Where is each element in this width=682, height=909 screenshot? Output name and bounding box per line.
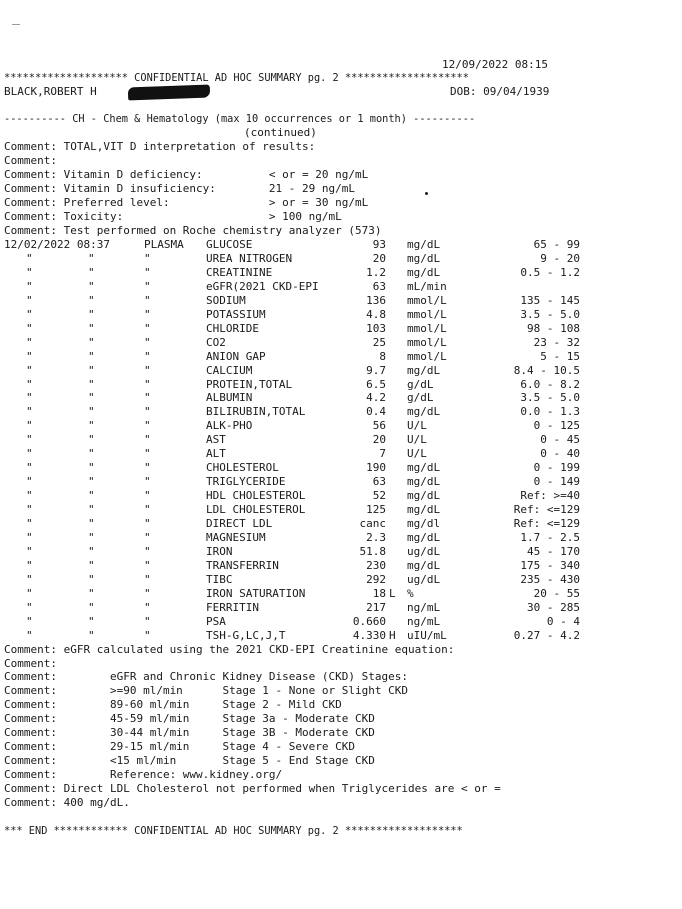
ditto-mark: " — [144, 544, 151, 558]
result-row — [4, 461, 604, 475]
ditto-mark: " — [88, 475, 95, 489]
test-name: eGFR(2021 CKD-EPI — [206, 279, 319, 293]
test-value: 230 — [366, 558, 386, 572]
report-datetime: 12/09/2022 08:15 — [442, 58, 548, 71]
test-unit: mg/dL — [407, 461, 441, 475]
test-value: 4.2 — [366, 391, 386, 405]
ditto-mark: " — [88, 335, 95, 349]
test-value: 103 — [366, 321, 386, 335]
ditto-mark: " — [144, 586, 151, 600]
result-row — [4, 252, 604, 266]
test-name: AST — [206, 433, 226, 447]
test-name: LDL CHOLESTEROL — [206, 503, 306, 517]
test-value: 292 — [366, 572, 386, 586]
reference-range: Ref: >=40 — [520, 489, 580, 503]
ditto-mark: " — [88, 503, 95, 517]
reference-range: 0 - 199 — [533, 461, 580, 475]
ditto-mark: " — [26, 544, 33, 558]
ditto-mark: " — [26, 503, 33, 517]
ditto-mark: " — [26, 489, 33, 503]
comment-line: Comment: Test performed on Roche chemistry analyzer (573) — [4, 223, 382, 237]
comment-line: Comment: Toxicity: > 100 ng/mL — [4, 209, 342, 223]
test-name: TRANSFERRIN — [206, 558, 279, 572]
reference-range: Ref: <=129 — [513, 503, 580, 517]
test-value: 2.3 — [366, 530, 386, 544]
test-name: PSA — [206, 614, 226, 628]
result-row — [4, 531, 604, 545]
test-unit: ng/mL — [407, 600, 441, 614]
test-value: 51.8 — [359, 544, 386, 558]
ditto-mark: " — [26, 251, 33, 265]
test-unit: mmol/L — [407, 349, 447, 363]
reference-range: 0.5 - 1.2 — [520, 265, 580, 279]
ditto-mark: " — [144, 614, 151, 628]
result-row — [4, 350, 604, 364]
ditto-mark: " — [88, 307, 95, 321]
test-value: 190 — [366, 461, 386, 475]
comment-line: Comment: 29-15 ml/min Stage 4 - Severe CKD — [4, 740, 355, 754]
ditto-mark: " — [144, 628, 151, 642]
ditto-mark: " — [26, 321, 33, 335]
test-value: 56 — [372, 419, 386, 433]
ditto-mark: " — [88, 517, 95, 530]
ditto-mark: " — [88, 377, 95, 391]
ditto-mark: " — [26, 363, 33, 377]
test-unit: mg/dL — [407, 530, 441, 544]
test-name: CREATININE — [206, 265, 273, 279]
ditto-mark: " — [144, 349, 151, 363]
comment-line: Comment: Preferred level: > or = 30 ng/mL — [4, 195, 369, 209]
ditto-mark: " — [88, 558, 95, 572]
ditto-mark: " — [88, 279, 95, 293]
test-unit: mg/dL — [407, 475, 441, 489]
ditto-mark: " — [88, 419, 95, 433]
abnormal-flag: H — [389, 628, 396, 642]
comment-line: Comment: >=90 ml/min Stage 1 - None or Slight CKD — [4, 684, 408, 698]
test-name: TSH-G,LC,J,T — [206, 628, 286, 642]
ditto-mark: " — [26, 572, 33, 586]
comment-line: Comment: TOTAL,VIT D interpretation of results: — [4, 140, 316, 153]
test-value: 136 — [366, 293, 386, 307]
comment-line: Comment: 45-59 ml/min Stage 3a - Moderate CKD — [4, 712, 375, 726]
comment-line: Comment: Vitamin D insuficiency: 21 - 29 ng/mL — [4, 181, 355, 195]
test-unit: U/L — [407, 433, 427, 447]
ditto-mark: " — [88, 544, 95, 558]
reference-range: 235 - 430 — [520, 572, 580, 586]
result-row — [4, 433, 604, 447]
test-unit: U/L — [407, 419, 427, 433]
comment-line: Comment: 89-60 ml/min Stage 2 - Mild CKD — [4, 698, 342, 712]
ditto-mark: " — [88, 614, 95, 628]
ditto-mark: " — [88, 293, 95, 307]
reference-range: 0.27 - 4.2 — [513, 628, 580, 642]
reference-range: 0 - 149 — [533, 475, 580, 489]
result-row — [4, 503, 604, 517]
ditto-mark: " — [26, 293, 33, 307]
ditto-mark: " — [26, 391, 33, 405]
end-banner: *** END ************ CONFIDENTIAL AD HOC SUMMARY pg. 2 ******************* — [4, 825, 463, 837]
test-value: 8 — [379, 349, 386, 363]
redaction-mark — [128, 85, 210, 101]
ditto-mark: " — [144, 251, 151, 265]
ditto-mark: " — [88, 405, 95, 419]
test-unit: mg/dL — [407, 238, 441, 251]
reference-range: 45 - 170 — [527, 544, 580, 558]
ditto-mark: " — [26, 461, 33, 475]
result-row — [4, 615, 604, 629]
ditto-mark: " — [144, 265, 151, 279]
ditto-mark: " — [144, 307, 151, 321]
test-unit: g/dL — [407, 377, 434, 391]
result-row — [4, 629, 604, 643]
test-name: MAGNESIUM — [206, 530, 266, 544]
ditto-mark: " — [144, 600, 151, 614]
section-continued: (continued) — [244, 126, 317, 139]
test-unit: mmol/L — [407, 307, 447, 321]
test-name: HDL CHOLESTEROL — [206, 489, 306, 503]
result-row — [4, 419, 604, 433]
result-row — [4, 238, 604, 252]
ditto-mark: " — [144, 335, 151, 349]
test-name: IRON — [206, 544, 233, 558]
ditto-mark: " — [26, 530, 33, 544]
reference-range: 98 - 108 — [527, 321, 580, 335]
ditto-mark: " — [88, 489, 95, 503]
test-value: 18 — [372, 586, 386, 600]
result-row — [4, 280, 604, 294]
ditto-mark: " — [144, 475, 151, 489]
test-name: TRIGLYCERIDE — [206, 475, 286, 489]
comment-line: Comment: <15 ml/min Stage 5 - End Stage CKD — [4, 754, 375, 768]
ditto-mark: " — [26, 475, 33, 489]
section-title: ---------- CH - Chem & Hematology (max 10 occurrences or 1 month) ---------- — [4, 113, 476, 125]
result-row — [4, 517, 604, 531]
test-value: 4.330 — [352, 628, 386, 642]
reference-range: 0 - 125 — [533, 419, 580, 433]
test-unit: U/L — [407, 447, 427, 461]
test-name: ALT — [206, 447, 226, 461]
ditto-mark: " — [26, 307, 33, 321]
ditto-mark: " — [144, 447, 151, 461]
test-name: CHOLESTEROL — [206, 461, 279, 475]
ditto-mark: " — [144, 572, 151, 586]
ditto-mark: " — [26, 614, 33, 628]
comment-line: Comment: Vitamin D deficiency: < or = 20 ng/mL — [4, 167, 369, 181]
result-row — [4, 308, 604, 322]
ditto-mark: " — [88, 265, 95, 279]
test-unit: mg/dL — [407, 265, 441, 279]
test-name: POTASSIUM — [206, 307, 266, 321]
ditto-mark: " — [144, 405, 151, 419]
reference-range: 175 - 340 — [520, 558, 580, 572]
reference-range: 135 - 145 — [520, 293, 580, 307]
reference-range: 0.0 - 1.3 — [520, 405, 580, 419]
reference-range: 0 - 45 — [540, 433, 580, 447]
test-value: 7 — [379, 447, 386, 461]
ditto-mark: " — [144, 293, 151, 307]
reference-range: 0 - 4 — [546, 614, 580, 628]
test-value: 63 — [372, 475, 386, 489]
result-row — [4, 601, 604, 615]
reference-range: 3.5 - 5.0 — [520, 391, 580, 405]
ditto-mark: " — [88, 572, 95, 586]
result-row — [4, 587, 604, 601]
ditto-mark: " — [88, 600, 95, 614]
result-specimen: PLASMA — [144, 238, 184, 251]
test-name: FERRITIN — [206, 600, 259, 614]
ditto-mark: " — [88, 251, 95, 265]
ditto-mark: " — [88, 391, 95, 405]
ditto-mark: " — [26, 419, 33, 433]
ditto-mark: " — [88, 349, 95, 363]
comment-line: Comment: Reference: www.kidney.org/ — [4, 768, 283, 782]
ditto-mark: " — [88, 363, 95, 377]
patient-name: BLACK,ROBERT H — [4, 85, 97, 98]
reference-range: 1.7 - 2.5 — [520, 530, 580, 544]
ditto-mark: " — [26, 405, 33, 419]
test-unit: ug/dL — [407, 572, 441, 586]
test-value: 52 — [372, 489, 386, 503]
abnormal-flag: L — [389, 586, 396, 600]
test-name: CO2 — [206, 335, 226, 349]
test-unit: uIU/mL — [407, 628, 447, 642]
ditto-mark: " — [144, 530, 151, 544]
ditto-mark: " — [88, 461, 95, 475]
reference-range: 20 - 55 — [533, 586, 580, 600]
test-unit: mg/dl — [407, 517, 441, 530]
result-row — [4, 364, 604, 378]
test-name: SODIUM — [206, 293, 246, 307]
test-name: GLUCOSE — [206, 238, 253, 251]
test-name: IRON SATURATION — [206, 586, 306, 600]
ditto-mark: " — [88, 433, 95, 447]
comment-line: Comment: eGFR and Chronic Kidney Disease (CKD) Stages: — [4, 670, 408, 684]
comment-line: Comment: Direct LDL Cholesterol not performed when Triglycerides are < or = — [4, 782, 501, 796]
test-unit: ng/mL — [407, 614, 441, 628]
ditto-mark: " — [26, 349, 33, 363]
ditto-mark: " — [26, 335, 33, 349]
test-value: 93 — [372, 238, 386, 251]
test-name: DIRECT LDL — [206, 517, 273, 530]
test-name: CHLORIDE — [206, 321, 259, 335]
test-name: UREA NITROGEN — [206, 251, 293, 265]
comment-line: Comment: 30-44 ml/min Stage 3B - Moderate CKD — [4, 726, 375, 740]
test-unit: mmol/L — [407, 293, 447, 307]
ditto-mark: " — [144, 363, 151, 377]
ditto-mark: " — [144, 517, 151, 530]
test-value: 63 — [372, 279, 386, 293]
test-value: 9.7 — [366, 363, 386, 377]
ditto-mark: " — [88, 321, 95, 335]
stray-dot — [425, 192, 428, 195]
ditto-mark: " — [26, 279, 33, 293]
reference-range: 65 - 99 — [533, 238, 580, 251]
scan-mark — [12, 24, 20, 25]
ditto-mark: " — [144, 433, 151, 447]
test-unit: mL/min — [407, 279, 447, 293]
test-unit: % — [407, 586, 414, 600]
test-value: 4.8 — [366, 307, 386, 321]
ditto-mark: " — [26, 447, 33, 461]
comment-line: Comment: — [4, 656, 57, 670]
test-value: 20 — [372, 433, 386, 447]
ditto-mark: " — [144, 558, 151, 572]
result-row — [4, 266, 604, 280]
test-name: PROTEIN,TOTAL — [206, 377, 293, 391]
comment-line: Comment: 400 mg/dL. — [4, 796, 130, 809]
test-name: ALK-PHO — [206, 419, 253, 433]
date-of-birth: DOB: 09/04/1939 — [450, 85, 550, 98]
ditto-mark: " — [26, 517, 33, 530]
ditto-mark: " — [144, 461, 151, 475]
reference-range: 0 - 40 — [540, 447, 580, 461]
test-value: canc — [359, 517, 386, 530]
ditto-mark: " — [26, 558, 33, 572]
result-row — [4, 475, 604, 489]
reference-range: 6.0 - 8.2 — [520, 377, 580, 391]
test-unit: mg/dL — [407, 363, 441, 377]
reference-range: 5 - 15 — [540, 349, 580, 363]
ditto-mark: " — [144, 503, 151, 517]
ditto-mark: " — [144, 489, 151, 503]
reference-range: Ref: <=129 — [513, 517, 580, 530]
test-unit: mg/dL — [407, 251, 441, 265]
result-row — [4, 559, 604, 573]
ditto-mark: " — [26, 628, 33, 642]
result-row — [4, 294, 604, 308]
test-value: 217 — [366, 600, 386, 614]
test-unit: mg/dL — [407, 558, 441, 572]
result-row — [4, 405, 604, 419]
test-unit: mg/dL — [407, 503, 441, 517]
confidential-banner: ******************** CONFIDENTIAL AD HOC SUMMARY pg. 2 ******************** — [4, 72, 469, 84]
ditto-mark: " — [144, 419, 151, 433]
test-value: 6.5 — [366, 377, 386, 391]
ditto-mark: " — [88, 628, 95, 642]
test-value: 0.660 — [352, 614, 386, 628]
test-value: 20 — [372, 251, 386, 265]
test-unit: mg/dL — [407, 405, 441, 419]
ditto-mark: " — [26, 265, 33, 279]
ditto-mark: " — [88, 530, 95, 544]
comment-line: Comment: — [4, 153, 57, 167]
test-unit: mg/dL — [407, 489, 441, 503]
test-unit: mmol/L — [407, 335, 447, 349]
test-unit: mmol/L — [407, 321, 447, 335]
reference-range: 30 - 285 — [527, 600, 580, 614]
result-row — [4, 545, 604, 559]
ditto-mark: " — [26, 600, 33, 614]
reference-range: 23 - 32 — [533, 335, 580, 349]
result-row — [4, 322, 604, 336]
reference-range: 9 - 20 — [540, 251, 580, 265]
result-row — [4, 378, 604, 392]
ditto-mark: " — [144, 321, 151, 335]
test-name: CALCIUM — [206, 363, 253, 377]
result-date: 12/02/2022 08:37 — [4, 238, 110, 251]
ditto-mark: " — [144, 279, 151, 293]
result-row — [4, 573, 604, 587]
test-name: BILIRUBIN,TOTAL — [206, 405, 306, 419]
test-value: 1.2 — [366, 265, 386, 279]
result-row — [4, 489, 604, 503]
ditto-mark: " — [88, 447, 95, 461]
reference-range: 3.5 - 5.0 — [520, 307, 580, 321]
test-unit: ug/dL — [407, 544, 441, 558]
test-unit: g/dL — [407, 391, 434, 405]
ditto-mark: " — [26, 586, 33, 600]
test-name: TIBC — [206, 572, 233, 586]
ditto-mark: " — [144, 391, 151, 405]
result-row — [4, 447, 604, 461]
ditto-mark: " — [26, 377, 33, 391]
test-value: 25 — [372, 335, 386, 349]
test-value: 0.4 — [366, 405, 386, 419]
ditto-mark: " — [144, 377, 151, 391]
test-name: ANION GAP — [206, 349, 266, 363]
test-name: ALBUMIN — [206, 391, 253, 405]
result-row — [4, 391, 604, 405]
result-row — [4, 336, 604, 350]
comment-line: Comment: eGFR calculated using the 2021 CKD-EPI Creatinine equation: — [4, 642, 455, 656]
ditto-mark: " — [26, 433, 33, 447]
reference-range: 8.4 - 10.5 — [513, 363, 580, 377]
test-value: 125 — [366, 503, 386, 517]
ditto-mark: " — [88, 586, 95, 600]
